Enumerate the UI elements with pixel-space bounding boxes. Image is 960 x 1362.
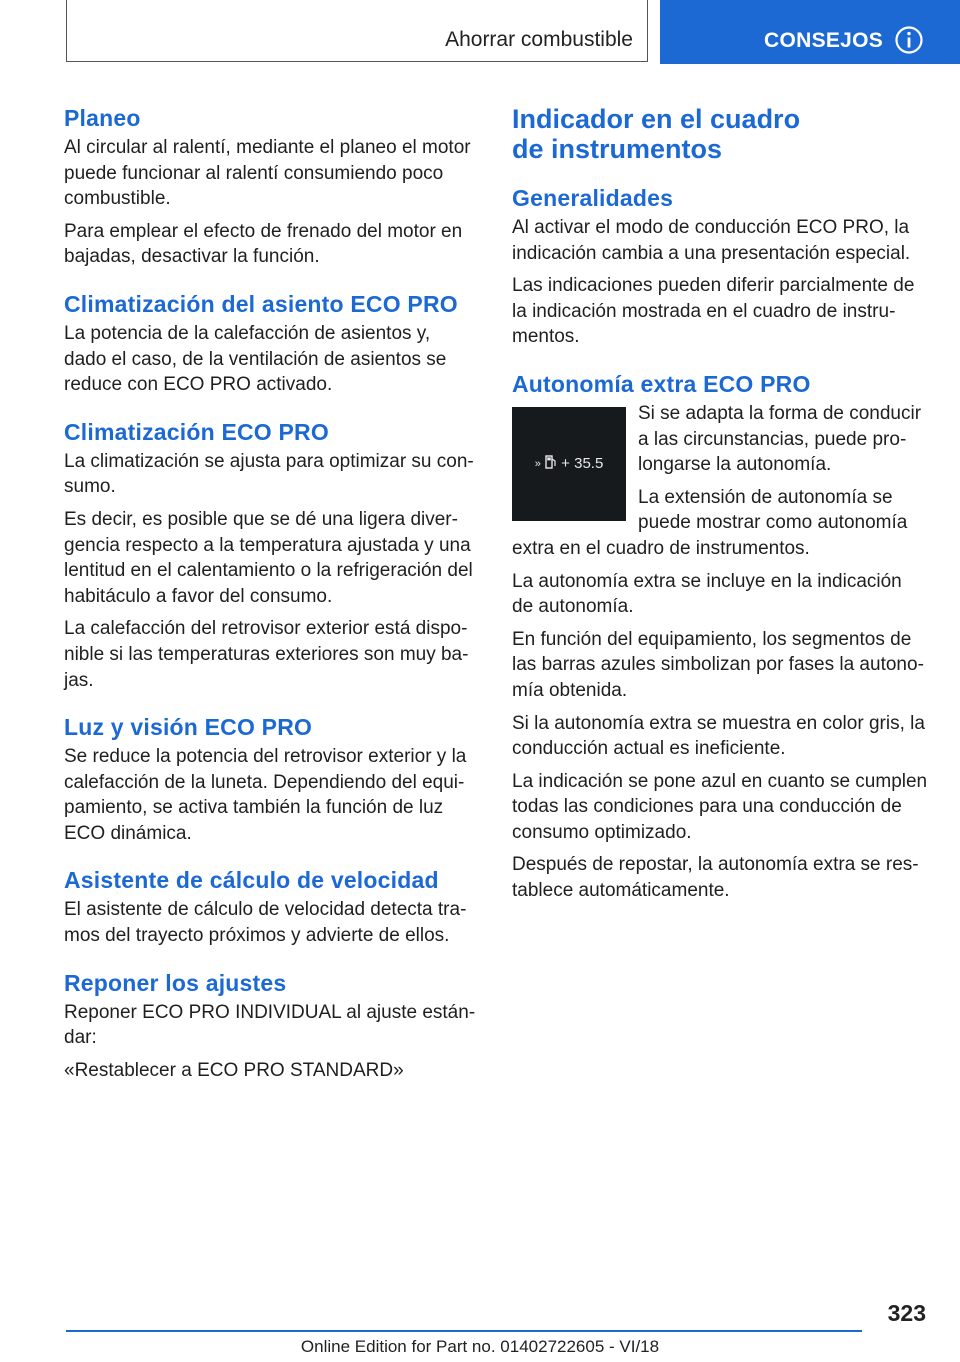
- paragraph: La indicación se pone azul en cuanto se cumplen todas las condiciones para una conducción de consumo optimizado.: [512, 770, 928, 843]
- heading-generalidades: Generalidades: [512, 185, 674, 211]
- section-title: Ahorrar combustible: [445, 28, 633, 51]
- chapter-tab[interactable]: [660, 0, 960, 64]
- page-header: [0, 0, 960, 66]
- extra-range-value: + 35.5: [561, 454, 604, 472]
- main-heading-line2: de instrumentos: [512, 134, 723, 164]
- section-title-box: [66, 0, 648, 62]
- paragraph: La climatización se ajusta para optimizar su consumo.: [64, 450, 474, 498]
- paragraph: La extensión de autonomía se puede mostrar como autonomía extra en el cuadro de instrumentos.: [512, 486, 908, 559]
- paragraph: Al activar el modo de conducción ECO PRO, la indicación cambia a una presentación especial.: [512, 217, 911, 264]
- main-heading: [512, 104, 928, 164]
- heading-asistente-velocidad: Asistente de cálculo de velocidad: [64, 867, 439, 894]
- fuel-pump-icon: [545, 455, 557, 469]
- paragraph: Es decir, es posible que se dé una ligera divergencia respecto a la temperatura ajustada y una lentitud en el calentamiento o la refrigeración del habitáculo a favor del consumo.: [64, 508, 473, 607]
- main-heading-line1: Indicador en el cuadro: [512, 104, 801, 134]
- paragraph: La potencia de la calefacción de asientos y, dado el caso, de la ventilación de asientos se reduce con ECO PRO activado.: [64, 322, 447, 396]
- paragraph: Reponer ECO PRO INDIVIDUAL al ajuste estándar:: [64, 1001, 476, 1049]
- range-display: [512, 455, 626, 472]
- paragraph: «Restablecer a ECO PRO STANDARD»: [64, 1059, 404, 1081]
- paragraph: Para emplear el efecto de frenado del motor en bajadas, desactivar la función.: [64, 220, 463, 268]
- paragraph: La calefacción del retrovisor exterior está disponible si las temperaturas exteriores son muy bajas.: [64, 618, 469, 691]
- double-chevron-icon: »: [534, 457, 541, 470]
- paragraph: Después de repostar, la autonomía extra se restablece automáticamente.: [512, 854, 919, 902]
- heading-climatizacion: Climatización ECO PRO: [64, 418, 329, 445]
- paragraph: Si se adapta la forma de conducir a las circunstancias, puede prolongarse la autonomía.: [638, 402, 922, 476]
- paragraph: El asistente de cálculo de velocidad detecta tramos del trayecto próximos y advierte de ellos.: [64, 899, 467, 947]
- paragraph: La autonomía extra se incluye en la indicación de autonomía.: [512, 570, 902, 618]
- heading-reponer-ajustes: Reponer los ajustes: [64, 969, 287, 996]
- heading-autonomia-extra: Autonomía extra ECO PRO: [512, 370, 811, 397]
- paragraph: Se reduce la potencia del retrovisor exterior y la calefacción de la luneta. Dependiendo del equipamiento, se activa también la función de luz ECO dinámica.: [64, 746, 467, 844]
- paragraph: Al circular al ralentí, mediante el planeo el motor puede funcionar al ralentí consumiendo poco combustible.: [64, 137, 471, 210]
- paragraph: Si la autonomía extra se muestra en color gris, la conducción actual es ineficiente.: [512, 712, 925, 760]
- chapter-tab-label: CONSEJOS: [764, 29, 884, 52]
- paragraph: En función del equipamiento, los segmentos de las barras azules simbolizan por fases la autonomía obtenida.: [512, 628, 924, 701]
- heading-climatizacion-asiento: Climatización del asiento ECO PRO: [64, 290, 458, 317]
- paragraph: Las indicaciones pueden diferir parcialmente de la indicación mostrada en el cuadro de instrumentos.: [512, 275, 915, 348]
- heading-luz-vision: Luz y visión ECO PRO: [64, 714, 313, 741]
- left-column: [64, 96, 476, 1090]
- footer-divider: [66, 1330, 862, 1332]
- heading-planeo: Planeo: [64, 105, 141, 131]
- page-number: 323: [887, 1300, 926, 1326]
- right-column: [512, 96, 928, 911]
- instrument-cluster-image: [512, 407, 626, 521]
- edition-footer: Online Edition for Part no. 01402722605 - VI/18: [300, 1337, 660, 1356]
- info-icon[interactable]: [894, 25, 924, 55]
